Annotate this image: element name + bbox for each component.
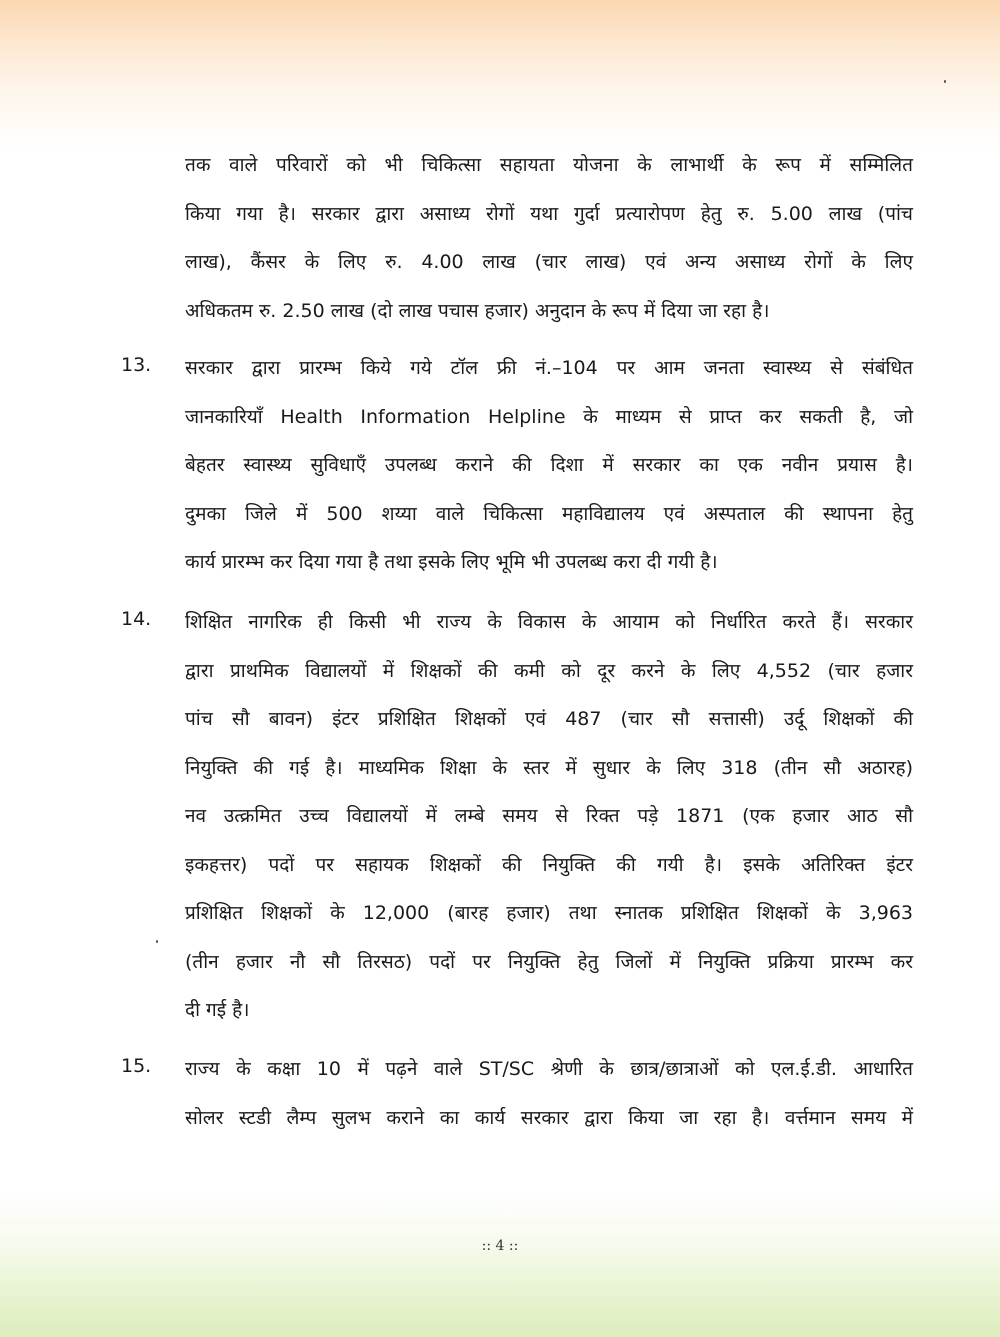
scan-speck	[156, 940, 158, 943]
text-line: प्रशिक्षित शिक्षकों के 12,000 (बारह हजार) तथा स्नातक प्रशिक्षित शिक्षकों के 3,963	[185, 902, 913, 924]
text-line: सरकार द्वारा प्रारम्भ किये गये टॉल फ्री नं.–104 पर आम जनता स्वास्थ्य से संबंधित	[185, 357, 913, 379]
text-line: पांच सौ बावन) इंटर प्रशिक्षित शिक्षकों एवं 487 (चार सौ सत्तासी) उर्दू शिक्षकों की	[185, 708, 913, 730]
paragraph-number-15: 15.	[121, 1055, 152, 1077]
paragraph-number-13: 13.	[121, 354, 152, 376]
text-line: बेहतर स्वास्थ्य सुविधाएँ उपलब्ध कराने की दिशा में सरकार का एक नवीन प्रयास है।	[185, 454, 913, 476]
text-line: अधिकतम रु. 2.50 लाख (दो लाख पचास हजार) अनुदान के रूप में दिया जा रहा है।	[185, 299, 770, 322]
text-line: नव उत्क्रमित उच्च विद्यालयों में लम्बे समय से रिक्त पड़े 1871 (एक हजार आठ सौ	[185, 805, 913, 827]
text-line: इकहत्तर) पदों पर सहायक शिक्षकों की नियुक्ति की गयी है। इसके अतिरिक्त इंटर	[185, 853, 913, 876]
text-line: (तीन हजार नौ सौ तिरसठ) पदों पर नियुक्ति हेतु जिलों में नियुक्ति प्रक्रिया प्रारम्भ कर	[185, 950, 913, 973]
text-line: दी गई है।	[185, 999, 250, 1021]
paragraph-13	[185, 344, 913, 587]
text-line: राज्य के कक्षा 10 में पढ़ने वाले ST/SC श्रेणी के छात्र/छात्राओं को एल.ई.डी. आधारित	[185, 1058, 913, 1080]
text-line: नियुक्ति की गई है। माध्यमिक शिक्षा के स्तर में सुधार के लिए 318 (तीन सौ अठारह)	[185, 756, 913, 779]
text-line: सोलर स्टडी लैम्प सुलभ कराने का कार्य सरकार द्वारा किया जा रहा है। वर्त्तमान समय में	[185, 1106, 913, 1129]
page-number: :: 4 ::	[481, 1238, 519, 1254]
scan-speck	[944, 80, 946, 83]
text-line: लाख), कैंसर के लिए रु. 4.00 लाख (चार लाख) एवं अन्य असाध्य रोगों के लिए	[185, 251, 913, 273]
paragraph-continuation	[185, 141, 913, 335]
text-line: कार्य प्रारम्भ कर दिया गया है तथा इसके लिए भूमि भी उपलब्ध करा दी गयी है।	[185, 551, 718, 573]
text-line: तक वाले परिवारों को भी चिकित्सा सहायता योजना के लाभार्थी के रूप में सम्मिलित	[185, 154, 913, 176]
paragraph-15	[185, 1045, 913, 1142]
paragraph-14	[185, 598, 913, 1035]
text-line: किया गया है। सरकार द्वारा असाध्य रोगों यथा गुर्दा प्रत्यारोपण हेतु रु. 5.00 लाख (पांच	[185, 202, 913, 225]
text-line: जानकारियाँ Health Information Helpline के माध्यम से प्राप्त कर सकती है, जो	[185, 405, 913, 428]
text-line: द्वारा प्राथमिक विद्यालयों में शिक्षकों की कमी को दूर करने के लिए 4,552 (चार हजार	[185, 659, 913, 682]
paragraph-number-14: 14.	[121, 608, 152, 630]
text-line: दुमका जिले में 500 शय्या वाले चिकित्सा महाविद्यालय एवं अस्पताल की स्थापना हेतु	[185, 502, 913, 525]
text-line: शिक्षित नागरिक ही किसी भी राज्य के विकास के आयाम को निर्धारित करते हैं। सरकार	[185, 611, 913, 633]
